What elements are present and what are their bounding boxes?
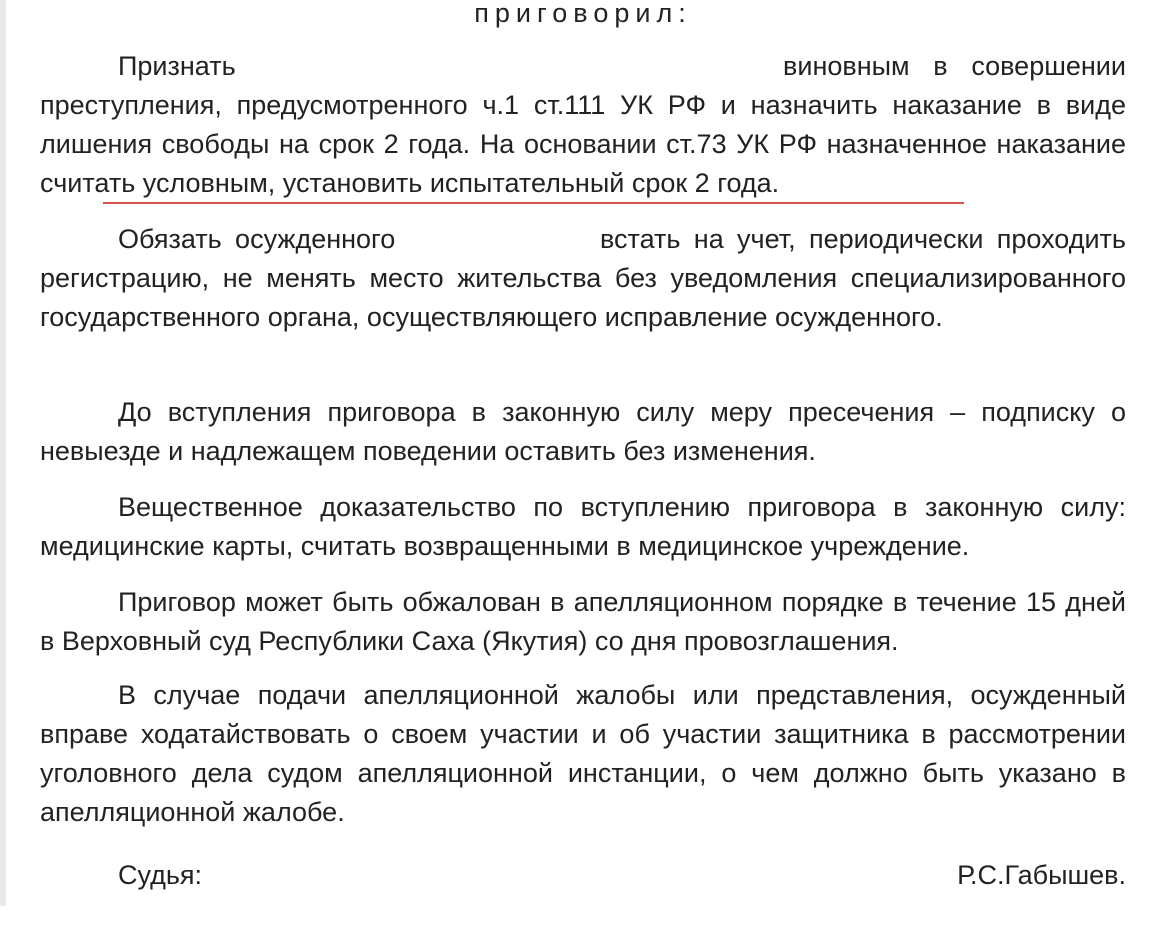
paragraph-obligations-start: Обязать осужденного <box>118 224 396 254</box>
paragraph-appeal: Приговор может быть обжалован в апелляционном порядке в течение 15 дней в Верховный суд Республики Саха (Якутия) со дня провозглашения. <box>40 587 1126 656</box>
paragraph-verdict-rest: виновным в совершении преступления, предусмотренного ч.1 ст.111 УК РФ и назначить наказание в виде лишения свободы на срок 2 года. На основании ст.73 УК РФ назначенное наказание считать условным, установить испытательный срок 2 года. <box>40 51 1126 198</box>
paragraph-preventive-measure: До вступления приговора в законную силу меру пресечения – подписку о невыезде и надлежащем поведении оставить без изменения. <box>40 397 1126 466</box>
paragraph-appeal-rights: В случае подачи апелляционной жалобы или представления, осужденный вправе ходатайствовать о своем участии и об участии защитника в рассмотрении уголовного дела судом апелляционной инстанции, о чем должно быть указано в апелляционной жалобе. <box>40 680 1126 827</box>
paragraph-verdict <box>40 47 1126 203</box>
paragraph-evidence: Вещественное доказательство по вступлению приговора в законную силу: медицинские карты, считать возвращенными в медицинское учреждение. <box>40 492 1126 561</box>
page-left-edge <box>0 0 6 906</box>
redacted-name <box>409 231 587 251</box>
redacted-name <box>259 58 759 78</box>
paragraph-verdict-start: Признать <box>118 51 236 81</box>
paragraph-obligations <box>40 220 1126 337</box>
judge-name: Р.С.Габышев. <box>957 860 1126 890</box>
red-underline-annotation <box>103 202 964 204</box>
verdict-heading: приговорил: <box>474 0 692 28</box>
judge-label: Судья: <box>118 860 203 890</box>
signature-row <box>40 856 1126 895</box>
paragraph-obligations-rest: встать на учет, периодически проходить регистрацию, не менять место жительства без уведомления специализированного государственного органа, осуществляющего исправление осужденного. <box>40 224 1126 332</box>
